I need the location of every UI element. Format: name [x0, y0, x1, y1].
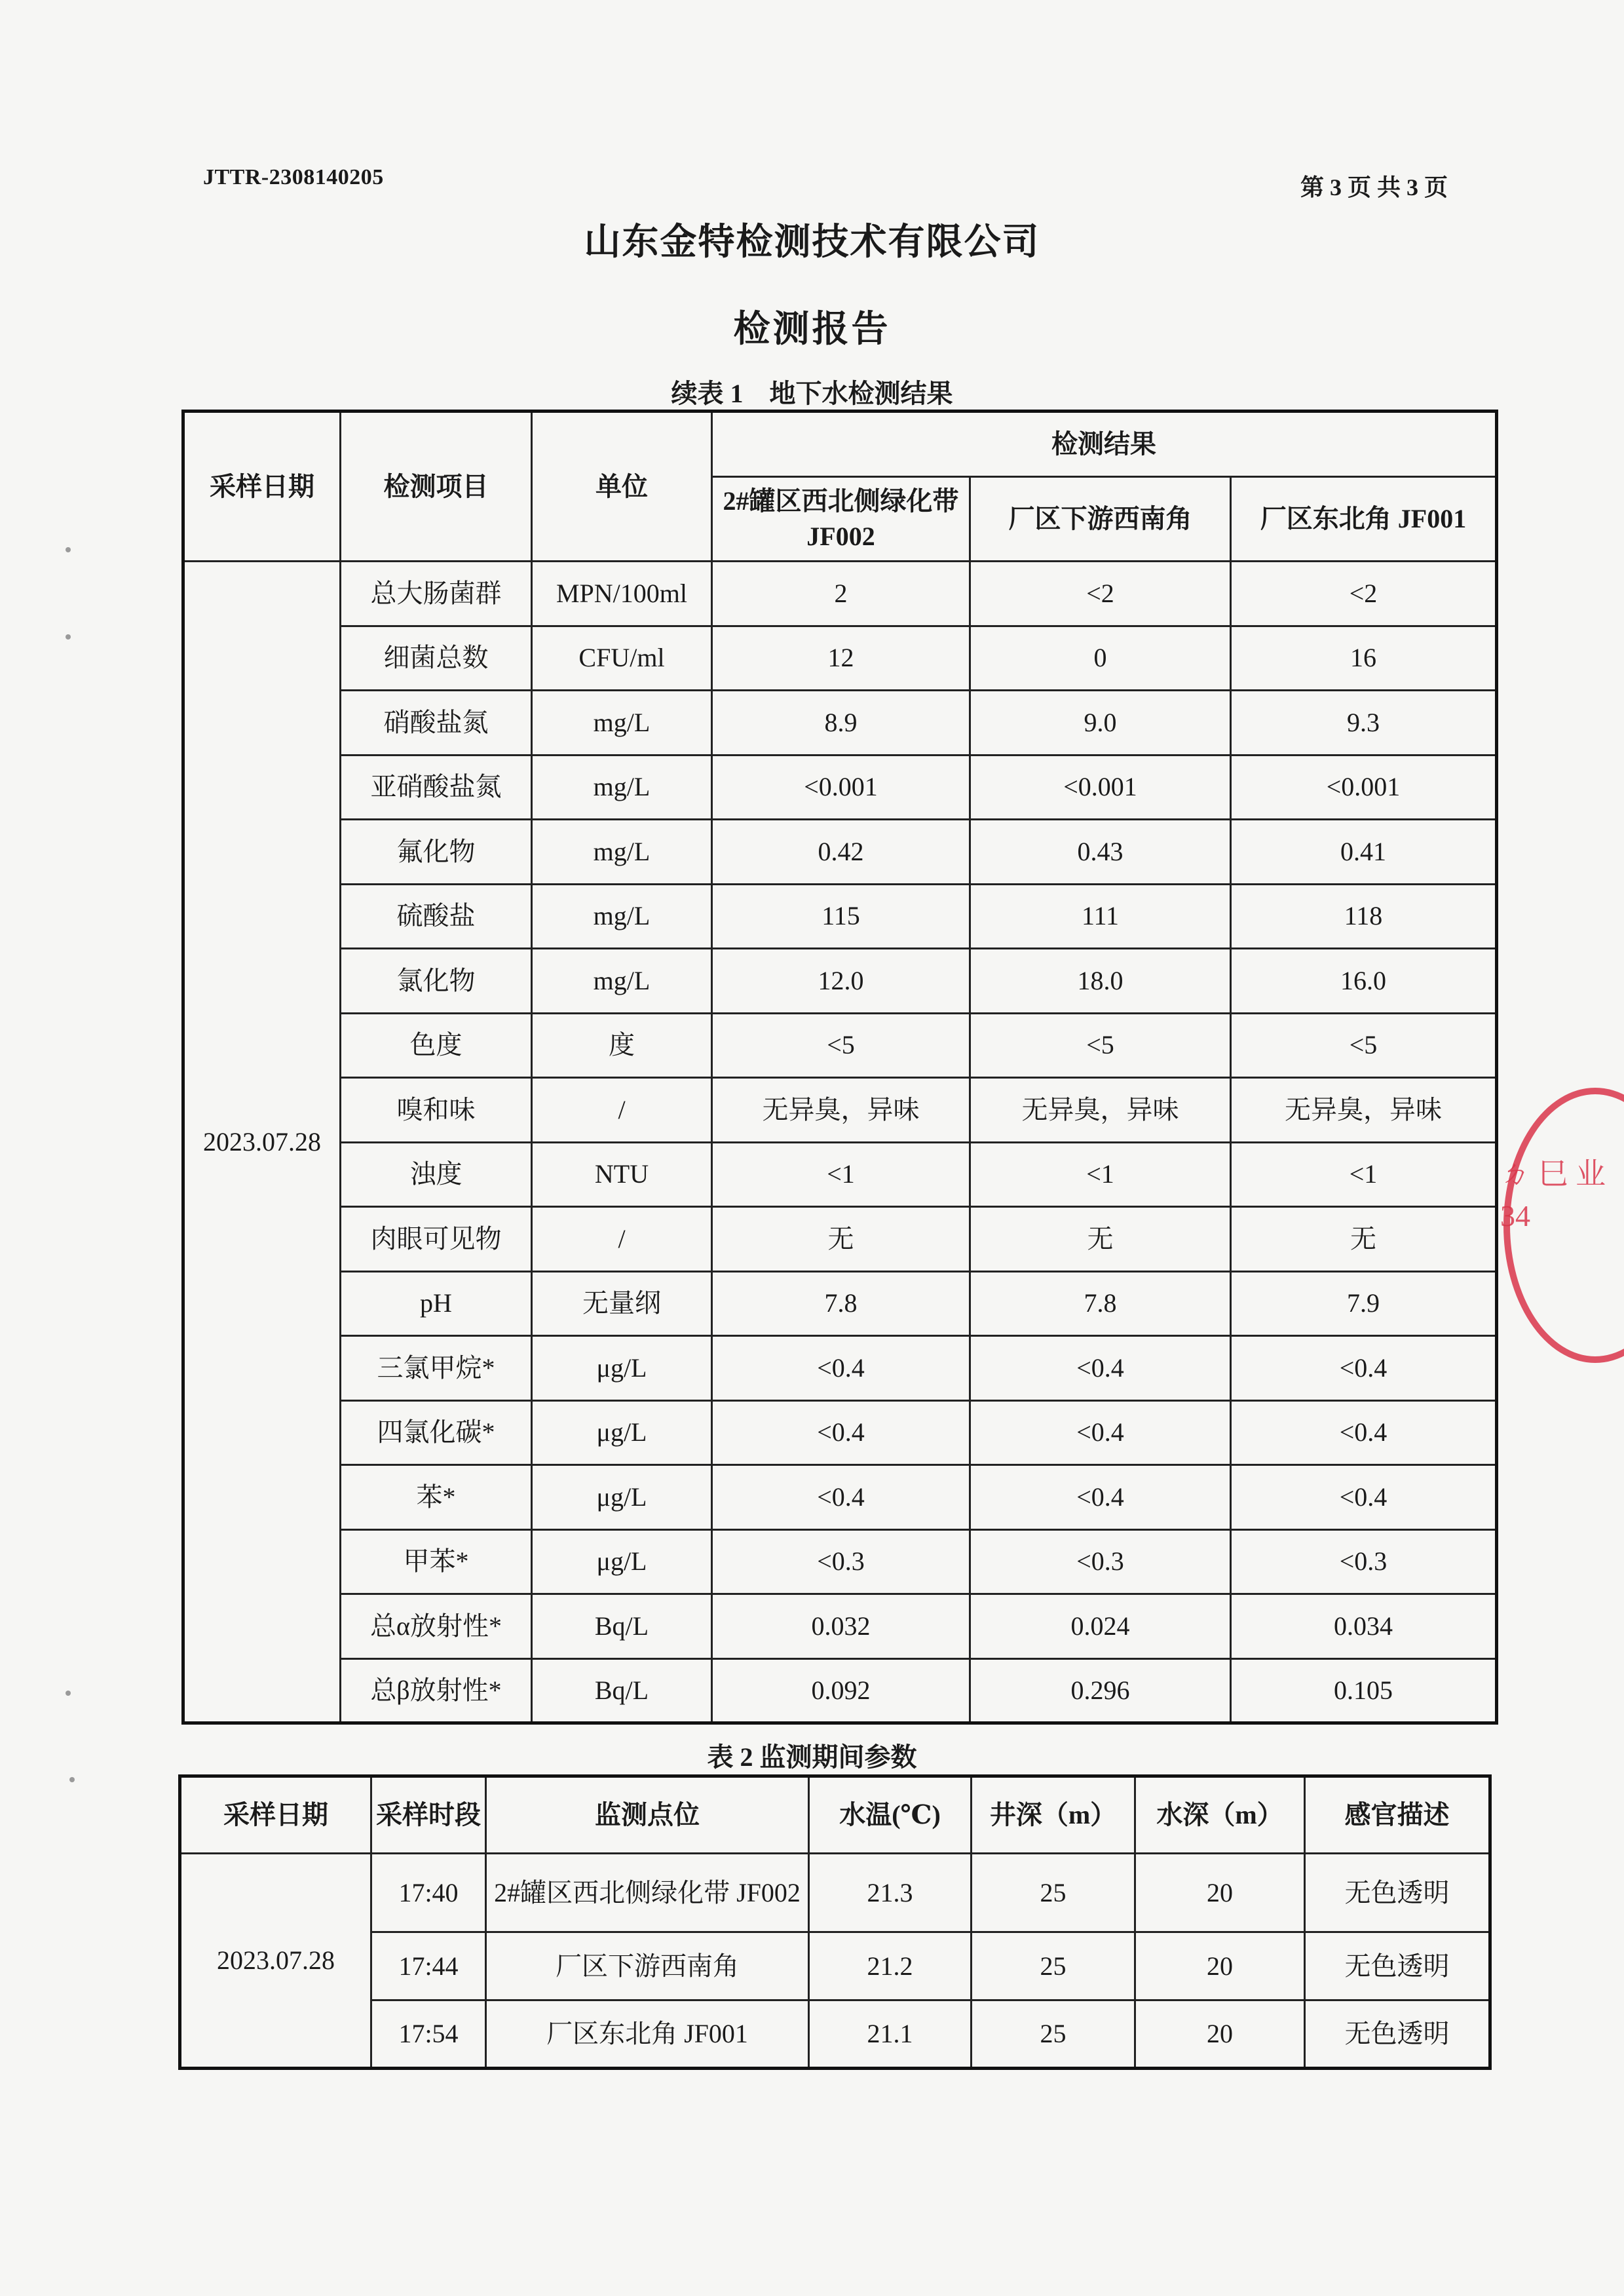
water-temp-cell: 21.1 — [809, 2000, 972, 2069]
table-row — [183, 626, 1497, 691]
result-jf002-cell: 12 — [712, 626, 970, 691]
time-cell: 17:44 — [371, 1932, 486, 2000]
unit-cell: NTU — [532, 1142, 712, 1207]
table-row — [183, 755, 1497, 820]
unit-cell: mg/L — [532, 820, 712, 885]
header-site-jf002: 2#罐区西北侧绿化带 JF002 — [712, 477, 970, 562]
result-southwest-cell: 0.024 — [970, 1594, 1231, 1659]
table2-caption: 表 2 监测期间参数 — [707, 1742, 917, 1772]
scan-speck — [66, 634, 71, 640]
result-jf002-cell: <0.4 — [712, 1336, 970, 1401]
item-cell: pH — [341, 1271, 532, 1336]
unit-cell: MPN/100ml — [532, 562, 712, 626]
scan-speck — [69, 1777, 75, 1782]
result-southwest-cell: 0.296 — [970, 1658, 1231, 1723]
result-jf002-cell: <0.3 — [712, 1529, 970, 1594]
sampling-date-cell: 2023.07.28 — [183, 562, 341, 1723]
table-row — [183, 949, 1497, 1014]
result-jf002-cell: <5 — [712, 1013, 970, 1078]
result-southwest-cell: <0.4 — [970, 1465, 1231, 1530]
unit-cell: / — [532, 1078, 712, 1143]
header2-water-temp: 水温(℃) — [809, 1776, 972, 1854]
unit-cell: 无量纲 — [532, 1271, 712, 1336]
result-southwest-cell: 7.8 — [970, 1271, 1231, 1336]
header2-water-depth: 水深（m） — [1135, 1776, 1305, 1854]
result-jf002-cell: 0.092 — [712, 1658, 970, 1723]
sensory-cell: 无色透明 — [1305, 2000, 1490, 2069]
result-jf001-cell: <0.4 — [1231, 1400, 1497, 1465]
table-row — [183, 884, 1497, 949]
result-jf002-cell: 12.0 — [712, 949, 970, 1014]
result-jf002-cell: 8.9 — [712, 691, 970, 756]
result-jf001-cell: 无异臭，异味 — [1231, 1078, 1497, 1143]
result-jf001-cell: <2 — [1231, 562, 1497, 626]
unit-cell: 度 — [532, 1013, 712, 1078]
result-jf001-cell: 9.3 — [1231, 691, 1497, 756]
header2-sampling-time: 采样时段 — [371, 1776, 486, 1854]
item-cell: 嗅和味 — [341, 1078, 532, 1143]
result-jf002-cell: 0.032 — [712, 1594, 970, 1659]
table1-caption: 续表 1 地下水检测结果 — [671, 379, 953, 408]
result-jf001-cell: <0.3 — [1231, 1529, 1497, 1594]
result-southwest-cell: 9.0 — [970, 691, 1231, 756]
result-jf002-cell: <1 — [712, 1142, 970, 1207]
item-cell: 总大肠菌群 — [341, 562, 532, 626]
result-jf002-cell: <0.4 — [712, 1465, 970, 1530]
table-row — [183, 1142, 1497, 1207]
item-cell: 氟化物 — [341, 820, 532, 885]
result-jf001-cell: <0.4 — [1231, 1336, 1497, 1401]
unit-cell: mg/L — [532, 691, 712, 756]
result-southwest-cell: 无异臭，异味 — [970, 1078, 1231, 1143]
item-cell: 氯化物 — [341, 949, 532, 1014]
unit-cell: μg/L — [532, 1465, 712, 1530]
result-southwest-cell: 0 — [970, 626, 1231, 691]
header2-well-depth: 井深（m） — [972, 1776, 1135, 1854]
result-jf001-cell: <5 — [1231, 1013, 1497, 1078]
unit-cell: / — [532, 1207, 712, 1272]
item-cell: 总β放射性* — [341, 1658, 532, 1723]
unit-cell: mg/L — [532, 949, 712, 1014]
report-id: JTTR-2308140205 — [203, 165, 384, 189]
result-jf002-cell: 2 — [712, 562, 970, 626]
unit-cell: μg/L — [532, 1400, 712, 1465]
header2-sensory: 感官描述 — [1305, 1776, 1490, 1854]
unit-cell: Bq/L — [532, 1594, 712, 1659]
table-row — [183, 820, 1497, 885]
result-jf001-cell: 0.034 — [1231, 1594, 1497, 1659]
unit-cell: mg/L — [532, 884, 712, 949]
result-jf002-cell: 无异臭，异味 — [712, 1078, 970, 1143]
result-jf001-cell: 118 — [1231, 884, 1497, 949]
unit-cell: μg/L — [532, 1529, 712, 1594]
header-test-item: 检测项目 — [341, 411, 532, 562]
result-southwest-cell: <0.3 — [970, 1529, 1231, 1594]
result-jf001-cell: 16 — [1231, 626, 1497, 691]
item-cell: 硫酸盐 — [341, 884, 532, 949]
red-seal-text: ㄉ 巳 业 34 — [1500, 1157, 1606, 1233]
table-row — [183, 562, 1497, 626]
item-cell: 色度 — [341, 1013, 532, 1078]
report-title: 检测报告 — [733, 309, 891, 350]
result-jf001-cell: <0.001 — [1231, 755, 1497, 820]
item-cell: 甲苯* — [341, 1529, 532, 1594]
table-row — [180, 2000, 1490, 2069]
well-depth-cell: 25 — [972, 2000, 1135, 2069]
header-unit: 单位 — [532, 411, 712, 562]
water-depth-cell: 20 — [1135, 2000, 1305, 2069]
unit-cell: μg/L — [532, 1336, 712, 1401]
result-jf002-cell: 115 — [712, 884, 970, 949]
header2-monitoring-point: 监测点位 — [486, 1776, 809, 1854]
company-name: 山东金特检测技术有限公司 — [584, 222, 1040, 263]
point-cell: 厂区下游西南角 — [486, 1932, 809, 2000]
scan-speck — [66, 547, 71, 552]
result-southwest-cell: <0.4 — [970, 1336, 1231, 1401]
result-southwest-cell: <0.4 — [970, 1400, 1231, 1465]
result-jf002-cell: <0.001 — [712, 755, 970, 820]
scan-speck — [66, 1691, 71, 1696]
item-cell: 硝酸盐氮 — [341, 691, 532, 756]
table-row — [183, 691, 1497, 756]
result-southwest-cell: 无 — [970, 1207, 1231, 1272]
table-row — [183, 1529, 1497, 1594]
table-row — [183, 1658, 1497, 1723]
result-jf001-cell: <1 — [1231, 1142, 1497, 1207]
header-results: 检测结果 — [712, 411, 1497, 477]
item-cell: 三氯甲烷* — [341, 1336, 532, 1401]
point-cell: 2#罐区西北侧绿化带 JF002 — [486, 1854, 809, 1932]
table-row — [183, 1400, 1497, 1465]
water-temp-cell: 21.3 — [809, 1854, 972, 1932]
result-southwest-cell: 18.0 — [970, 949, 1231, 1014]
monitoring-parameters-table — [178, 1774, 1492, 2070]
sensory-cell: 无色透明 — [1305, 1932, 1490, 2000]
water-depth-cell: 20 — [1135, 1932, 1305, 2000]
result-southwest-cell: <5 — [970, 1013, 1231, 1078]
item-cell: 苯* — [341, 1465, 532, 1530]
item-cell: 四氯化碳* — [341, 1400, 532, 1465]
well-depth-cell: 25 — [972, 1932, 1135, 2000]
well-depth-cell: 25 — [972, 1854, 1135, 1932]
unit-cell: CFU/ml — [532, 626, 712, 691]
point-cell: 厂区东北角 JF001 — [486, 2000, 809, 2069]
header-site-southwest: 厂区下游西南角 — [970, 477, 1231, 562]
water-temp-cell: 21.2 — [809, 1932, 972, 2000]
result-southwest-cell: <1 — [970, 1142, 1231, 1207]
table-row — [183, 1594, 1497, 1659]
result-jf001-cell: 7.9 — [1231, 1271, 1497, 1336]
header-site-jf001: 厂区东北角 JF001 — [1231, 477, 1497, 562]
result-jf002-cell: 无 — [712, 1207, 970, 1272]
table-row — [183, 1465, 1497, 1530]
result-jf001-cell: 16.0 — [1231, 949, 1497, 1014]
table-row — [183, 1078, 1497, 1143]
table-row — [183, 1013, 1497, 1078]
result-jf001-cell: 0.41 — [1231, 820, 1497, 885]
table-row — [180, 1854, 1490, 1932]
result-southwest-cell: <0.001 — [970, 755, 1231, 820]
result-jf002-cell: 0.42 — [712, 820, 970, 885]
item-cell: 肉眼可见物 — [341, 1207, 532, 1272]
page-number: 第 3 页 共 3 页 — [1300, 174, 1448, 201]
time-cell: 17:54 — [371, 2000, 486, 2069]
table-row — [183, 1271, 1497, 1336]
sensory-cell: 无色透明 — [1305, 1854, 1490, 1932]
result-southwest-cell: 0.43 — [970, 820, 1231, 885]
table-row — [183, 1207, 1497, 1272]
result-jf002-cell: <0.4 — [712, 1400, 970, 1465]
item-cell: 亚硝酸盐氮 — [341, 755, 532, 820]
table-row — [183, 1336, 1497, 1401]
sampling-date-cell: 2023.07.28 — [180, 1854, 371, 2069]
result-southwest-cell: <2 — [970, 562, 1231, 626]
water-depth-cell: 20 — [1135, 1854, 1305, 1932]
result-southwest-cell: 111 — [970, 884, 1231, 949]
header2-sampling-date: 采样日期 — [180, 1776, 371, 1854]
item-cell: 浊度 — [341, 1142, 532, 1207]
item-cell: 总α放射性* — [341, 1594, 532, 1659]
item-cell: 细菌总数 — [341, 626, 532, 691]
time-cell: 17:40 — [371, 1854, 486, 1932]
result-jf001-cell: <0.4 — [1231, 1465, 1497, 1530]
result-jf001-cell: 0.105 — [1231, 1658, 1497, 1723]
result-jf002-cell: 7.8 — [712, 1271, 970, 1336]
groundwater-results-table — [181, 410, 1498, 1725]
result-jf001-cell: 无 — [1231, 1207, 1497, 1272]
unit-cell: Bq/L — [532, 1658, 712, 1723]
unit-cell: mg/L — [532, 755, 712, 820]
table-row — [180, 1932, 1490, 2000]
header-sampling-date: 采样日期 — [183, 411, 341, 562]
